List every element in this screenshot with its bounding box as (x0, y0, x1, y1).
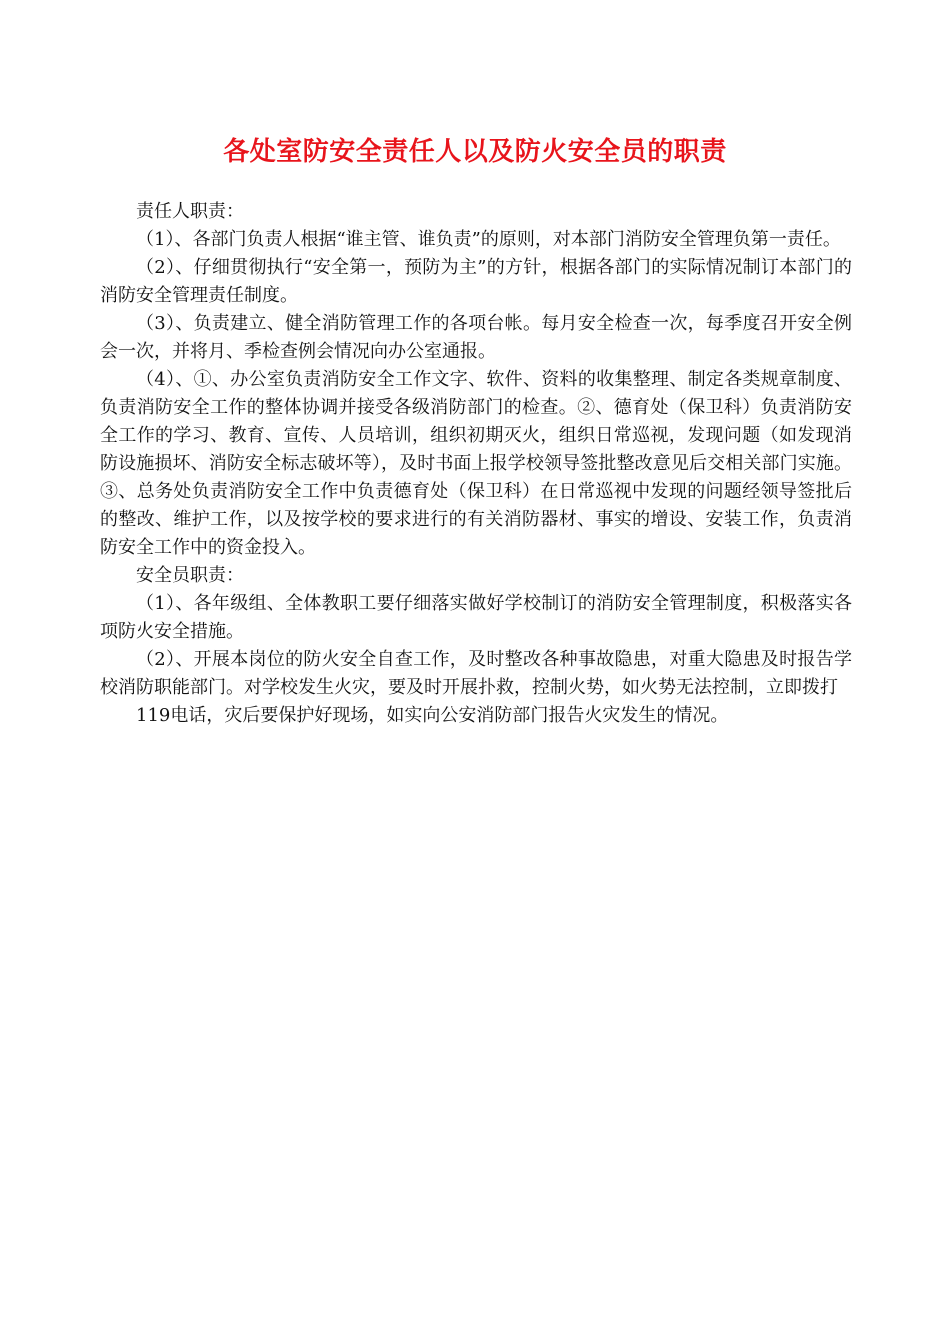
paragraph-duty-3: （3）、负责建立、健全消防管理工作的各项台帐。每月安全检查一次，每季度召开安全例会一次，并将月、季检查例会情况向办公室通报。 (100, 313, 852, 362)
paragraph-duty-4: （4）、①、办公室负责消防安全工作文字、软件、资料的收集整理、制定各类规章制度、负责消防安全工作的整体协调并接受各级消防部门的检查。②、德育处（保卫科）负责消防安全工作的学习、教育、宣传、人员培训，组织初期灭火，组织日常巡视，发现问题（如发现消防设施损坏、消防安全标志破坏等），及时书面上报学校领导签批整改意见后交相关部门实施。③、总务处负责消防安全工作中负责德育处（保卫科）在日常巡视中发现的问题经领导签批后的整改、维护工作，以及按学校的要求进行的有关消防器材、事实的增设、安装工作，负责消防安全工作中的资金投入。 (100, 369, 852, 558)
document-title: 各处室防安全责任人以及防火安全员的职责 (223, 137, 727, 167)
paragraph-officer-duty-2-continued: 119电话，灾后要保护好现场，如实向公安消防部门报告火灾发生的情况。 (136, 705, 729, 726)
paragraph-safety-officer-heading: 安全员职责： (136, 565, 244, 586)
paragraph-duty-1: （1）、各部门负责人根据“谁主管、谁负责”的原则，对本部门消防安全管理负第一责任。 (136, 229, 841, 250)
paragraph-responsible-person-heading: 责任人职责： (136, 201, 244, 222)
paragraph-duty-2: （2）、仔细贯彻执行“安全第一，预防为主”的方针，根据各部门的实际情况制订本部门的消防安全管理责任制度。 (100, 257, 852, 306)
paragraph-officer-duty-1: （1）、各年级组、全体教职工要仔细落实做好学校制订的消防安全管理制度，积极落实各项防火安全措施。 (100, 593, 852, 642)
document-body (100, 198, 852, 730)
paragraph-officer-duty-2: （2）、开展本岗位的防火安全自查工作，及时整改各种事故隐患，对重大隐患及时报告学校消防职能部门。对学校发生火灾，要及时开展扑救，控制火势，如火势无法控制，立即拨打 (100, 649, 852, 698)
